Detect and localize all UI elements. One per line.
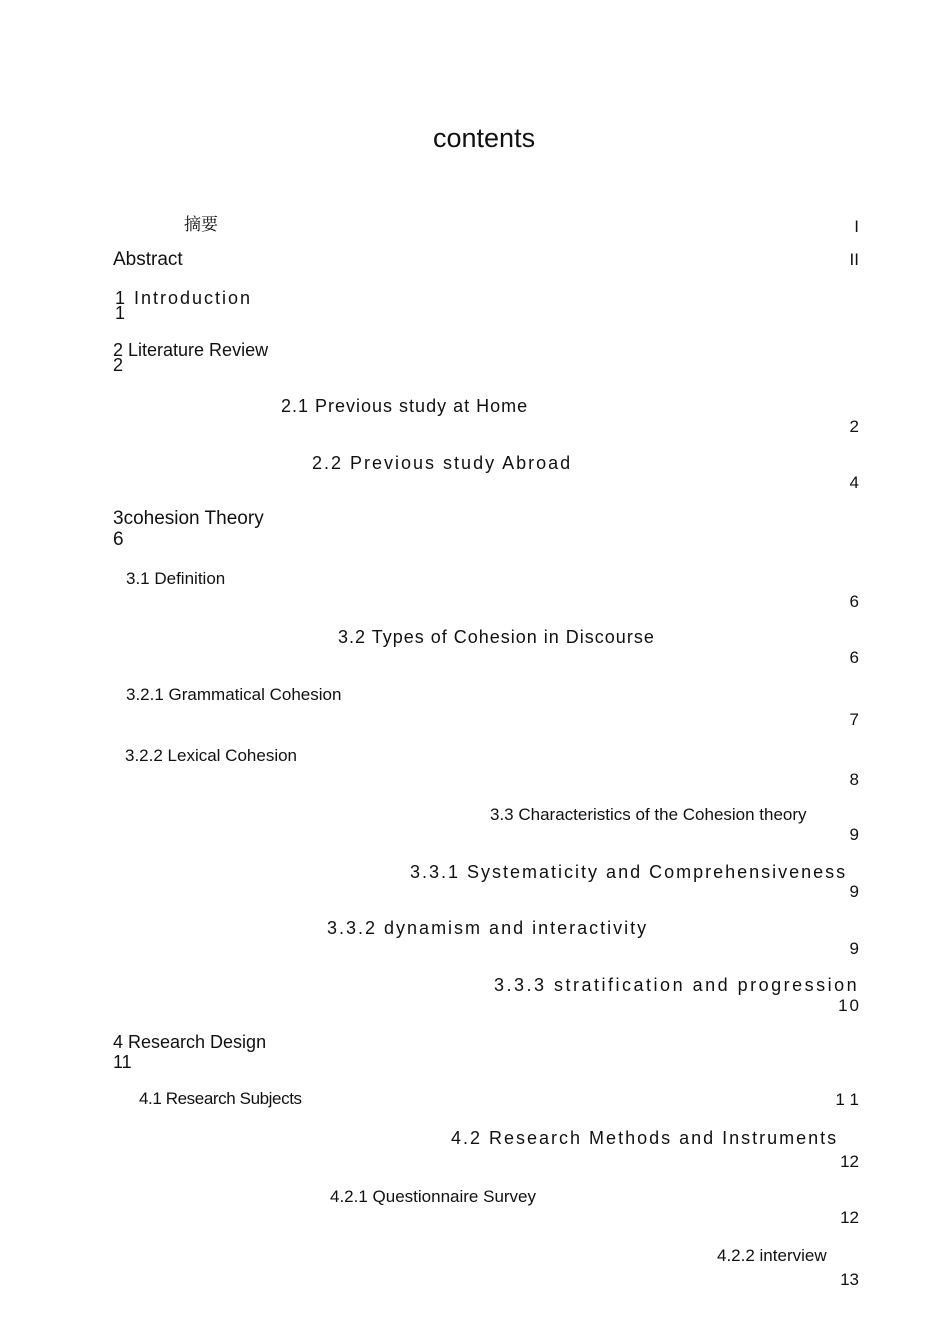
toc-entry-page: 9 <box>849 939 859 958</box>
toc-entry-page: 12 <box>840 1208 859 1227</box>
toc-entry-page: 1 <box>115 303 126 323</box>
toc-entry-label: 3.3.1 Systematicity and Comprehensiveness <box>410 862 848 882</box>
toc-entry-label: Abstract <box>113 249 183 270</box>
toc-entry-page: 7 <box>849 710 859 729</box>
toc-entry-label: 3cohesion Theory <box>113 508 264 529</box>
toc-entry-page: 1 1 <box>835 1090 859 1109</box>
toc-entry-label: 摘要 <box>184 215 218 234</box>
toc-entry-label: 4 Research Design <box>113 1032 267 1052</box>
toc-entry-label: 3.3 Characteristics of the Cohesion theory <box>490 805 807 824</box>
toc-entry-label: 4.1 Research Subjects <box>139 1089 302 1108</box>
toc-entry-page: 13 <box>840 1270 859 1289</box>
toc-entry-page: 9 <box>849 825 859 844</box>
toc-entry-label: 2.1 Previous study at Home <box>281 396 529 416</box>
toc-entry-page: 6 <box>113 529 124 550</box>
toc-entry-page: 4 <box>849 473 859 492</box>
toc-entry-page: 10 <box>838 996 861 1015</box>
toc-entry-page: 12 <box>840 1152 859 1171</box>
toc-entry-label: 4.2.1 Questionnaire Survey <box>330 1187 537 1206</box>
toc-entry-page: 2 <box>849 417 859 436</box>
toc-entry-label: 4.2 Research Methods and Instruments <box>451 1128 839 1148</box>
toc-entry-page: 6 <box>849 592 859 611</box>
toc-entry-label: 3.2 Types of Cohesion in Discourse <box>338 627 655 647</box>
toc-entry-label: 3.2.1 Grammatical Cohesion <box>126 685 342 704</box>
toc-entry-label: 3.2.2 Lexical Cohesion <box>125 746 298 765</box>
toc-entry-label: 1 Introduction <box>115 288 253 308</box>
toc-entry-page: 11 <box>113 1052 132 1072</box>
toc-entry-label: 3.1 Definition <box>126 569 226 588</box>
toc-entry-page: 8 <box>849 770 859 789</box>
toc-entry-label: 3.3.2 dynamism and interactivity <box>327 918 649 938</box>
toc-entry-page: 2 <box>113 355 124 375</box>
toc-entry-page: I <box>854 217 859 236</box>
page-title: contents <box>433 123 536 153</box>
toc-entry-label: 4.2.2 interview <box>717 1246 827 1265</box>
toc-entry-label: 3.3.3 stratification and progression <box>494 975 860 995</box>
toc-entry-label: 2.2 Previous study Abroad <box>312 453 573 473</box>
toc-entry-label: 2 Literature Review <box>113 340 269 360</box>
toc-entry-page: 6 <box>849 648 859 667</box>
toc-entry-page: II <box>849 250 859 269</box>
toc-entry-page: 9 <box>849 882 859 901</box>
